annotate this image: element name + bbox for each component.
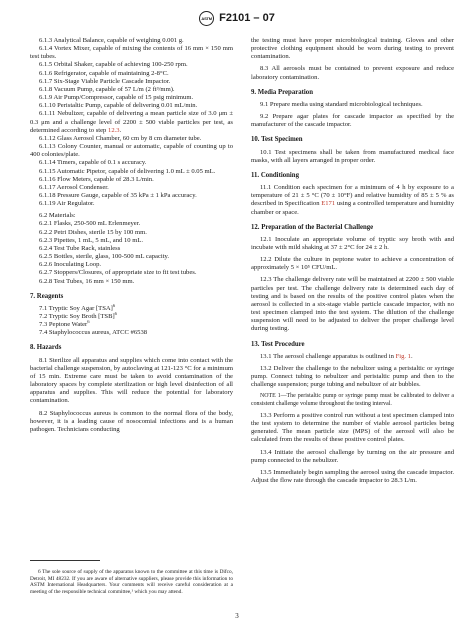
para-6-1-19: 6.1.19 Air Regulator. <box>39 200 95 208</box>
para-11-1: 11.1 Condition each specimen for a minimum of 4 h by exposure to a temperature of 21 ± 5 °C (70 ± 10°F) and relative humidity of 85 ± 5 % as described in Specification E171 using a controlled temperature and humidity chamber or space. <box>251 184 454 216</box>
note-1: NOTE 1—The peristaltic pump or syringe pump must be calibrated to deliver a consistent challenge volume throughout the testing interval. <box>251 393 454 407</box>
para-8-2: 8.2 Staphylococcus aureus is common to the normal flora of the body, however, it is a leading cause of nosocomial infections and is a human pathogen. Technicians conducting <box>30 409 233 433</box>
para-6-1-8: 6.1.8 Vacuum Pump, capable of 57 L/m (2 ft³/mm). <box>39 85 175 93</box>
para-6-2-5: 6.2.5 Bottles, sterile, glass, 100-500 mL capacity. <box>39 253 170 261</box>
para-8-3: 8.3 All aerosols must be contained to prevent exposure and reduce laboratory contamination. <box>251 65 454 81</box>
para-6-1-18: 6.1.18 Pressure Gauge, capable of 35 kPa ± 1 kPa accuracy. <box>39 191 197 199</box>
para-7-4: 7.4 Staphylococcus aureus, ATCC #6538 <box>39 329 148 337</box>
section-11-heading: 11. Conditioning <box>251 171 299 179</box>
para-13-5: 13.5 Immediately begin sampling the aerosol using the cascade impactor. Adjust the flow rate through the cascade impactor to 28.3 L/m. <box>251 468 454 484</box>
figure-1-link[interactable]: Fig. 1 <box>395 352 411 360</box>
section-12-heading: 12. Preparation of the Bacterial Challenge <box>251 223 374 231</box>
section-8-heading: 8. Hazards <box>30 344 62 352</box>
astm-logo-icon: ASTM <box>199 11 214 26</box>
para-6-1-17: 6.1.17 Aerosol Condenser. <box>39 183 109 191</box>
standard-designation: F2101 – 07 <box>219 12 275 24</box>
para-6-1-10: 6.1.10 Peristaltic Pump, capable of delivering 0.01 mL/min. <box>39 102 198 110</box>
para-8-1: 8.1 Sterilize all apparatus and supplies which come into contact with the bacterial challenge suspension, by autoclaving at 121-123 °C for a minimum of 15 min. Extreme care must be taken to avoid contamination of the laboratory spaces by complete sterilization or high level disinfection of all apparatus and supplies. This will reduce the potential for laboratory contamination. <box>30 356 233 405</box>
para-6-2-3: 6.2.3 Pipettes, 1 mL, 5 mL, and 10 mL. <box>39 236 144 244</box>
para-6-1-12: 6.1.12 Glass Aerosol Chamber, 60 cm by 8 cm diameter tube. <box>39 134 202 142</box>
footnote-6: 6 The sole source of supply of the apparatus known to the committee at this time is Difco, Detroit, MI 48232. If you are aware of alternative suppliers, please provide this information to ASTM International Headquarters. Your comments will receive careful consideration at a meeting of the responsible technical committee,¹ which you may attend. <box>30 569 233 595</box>
section-10-heading: 10. Test Specimen <box>251 136 303 144</box>
step-12-3-link[interactable]: 12.3 <box>108 126 120 134</box>
para-13-4: 13.4 Initiate the aerosol challenge by turning on the air pressure and pump connected to the nebulizer. <box>251 448 454 464</box>
para-6-2-6: 6.2.6 Inoculating Loop. <box>39 261 102 269</box>
section-9-heading: 9. Media Preparation <box>251 88 313 96</box>
para-12-1: 12.1 Inoculate an appropriate volume of tryptic soy broth with and incubate with mild shaking at 37 ± 2°C for 24 ± 2 h. <box>251 235 454 251</box>
para-13-3: 13.3 Perform a positive control run without a test specimen clamped into the test system to determine the number of viable aerosol particles being generated. The mean particle size (MPS) of the aerosol will also be calculated from the results of these positive control plates. <box>251 411 454 444</box>
footnote-divider <box>30 560 100 561</box>
para-7-2: 7.2 Tryptic Soy Broth [TSB]$^6$ <box>39 310 117 320</box>
para-6-2-4: 6.2.4 Test Tube Rack, stainless <box>39 244 121 252</box>
para-6-2-7: 6.2.7 Stoppers/Closures, of appropriate size to fit test tubes. <box>39 269 197 277</box>
para-6-2-1: 6.2.1 Flasks, 250-500 mL Erlenmeyer. <box>39 220 141 228</box>
para-12-2: 12.2 Dilute the culture in peptone water to achieve a concentration of approximately 5 × 10⁵ CFU/mL. <box>251 256 454 272</box>
left-column <box>30 37 233 434</box>
para-6-1-3: 6.1.3 Analytical Balance, capable of weighing 0.001 g. <box>39 37 184 44</box>
para-6-1-7: 6.1.7 Six-Stage Viable Particle Cascade Impactor. <box>39 77 171 85</box>
para-7-3: 7.3 Peptone Water$^6$ <box>39 318 90 329</box>
page-header <box>0 10 474 26</box>
para-8-2-continued: the testing must have proper microbiological training. Gloves and other protective clothing equipment should be worn during testing to prevent contamination. <box>251 37 454 61</box>
para-10-1: 10.1 Test specimens shall be taken from manufactured medical face masks, with all layers arranged in proper order. <box>251 148 454 164</box>
para-6-1-14: 6.1.14 Timers, capable of 0.1 s accuracy. <box>39 159 147 167</box>
para-6-1-4: 6.1.4 Vortex Mixer, capable of mixing the contents of 16 mm × 150 mm test tubes. <box>30 45 233 61</box>
para-9-2: 9.2 Prepare agar plates for cascade impactor as specified by the manufacturer of the cascade impactor. <box>251 113 454 129</box>
para-9-1: 9.1 Prepare media using standard microbiological techniques. <box>260 100 423 108</box>
para-6-1-13: 6.1.13 Colony Counter, manual or automatic, capable of counting up to 400 colonies/plate. <box>30 143 233 159</box>
specification-e171-link[interactable]: E171 <box>321 200 336 208</box>
para-13-2: 13.2 Deliver the challenge to the nebulizer using a peristaltic or syringe pump. Connect tubing to nebulizer and peristaltic pump and then to the challenge suspension; purge tubing and nebulizer of air bubbles. <box>251 364 454 389</box>
para-12-3: 12.3 The challenge delivery rate will be maintained at 2200 ± 500 viable particles per test. The challenge delivery rate is determined each day of testing and is based on the results of the positive control plates when the aerosol is collected in a six-stage viable particle cascade impactor, with no test specimen clamped into the test system. The dilution of the challenge suspension will need to be adjusted to deliver the proper challenge level during testing. <box>251 276 454 333</box>
right-column <box>251 37 454 485</box>
page-number: 3 <box>235 612 239 620</box>
para-6-2: 6.2 Materials: <box>39 212 76 220</box>
para-6-1-16: 6.1.16 Flow Meters, capable of 28.3 L/min. <box>39 175 154 183</box>
para-6-1-15: 6.1.15 Automatic Pipetor, capable of delivering 1.0 mL ± 0.05 mL. <box>39 167 216 175</box>
para-6-2-8: 6.2.8 Test Tubes, 16 mm × 150 mm. <box>39 277 135 285</box>
para-6-2-2: 6.2.2 Petri Dishes, sterile 15 by 100 mm. <box>39 228 147 236</box>
para-7-1: 7.1 Tryptic Soy Agar [TSA]$^6$ <box>39 302 116 312</box>
para-6-1-6: 6.1.6 Refrigerator, capable of maintaining 2-8°C. <box>39 69 169 77</box>
para-6-1-11: 6.1.11 Nebulizer, capable of delivering a mean particle size of 3.0 μm ± 0.3 μm and a challenge level of 2200 ± 500 viable particles per test, as determined according to step 12.3. <box>30 110 233 134</box>
para-6-1-9: 6.1.9 Air Pump/Compressor, capable of 15 psig minimum. <box>39 94 194 102</box>
section-7-heading: 7. Reagents <box>30 292 64 300</box>
para-6-1-5: 6.1.5 Orbital Shaker, capable of achieving 100-250 rpm. <box>39 61 188 69</box>
para-13-1: 13.1 The aerosol challenge apparatus is outlined in Fig. 1. <box>260 352 413 360</box>
section-13-heading: 13. Test Procedure <box>251 340 305 348</box>
